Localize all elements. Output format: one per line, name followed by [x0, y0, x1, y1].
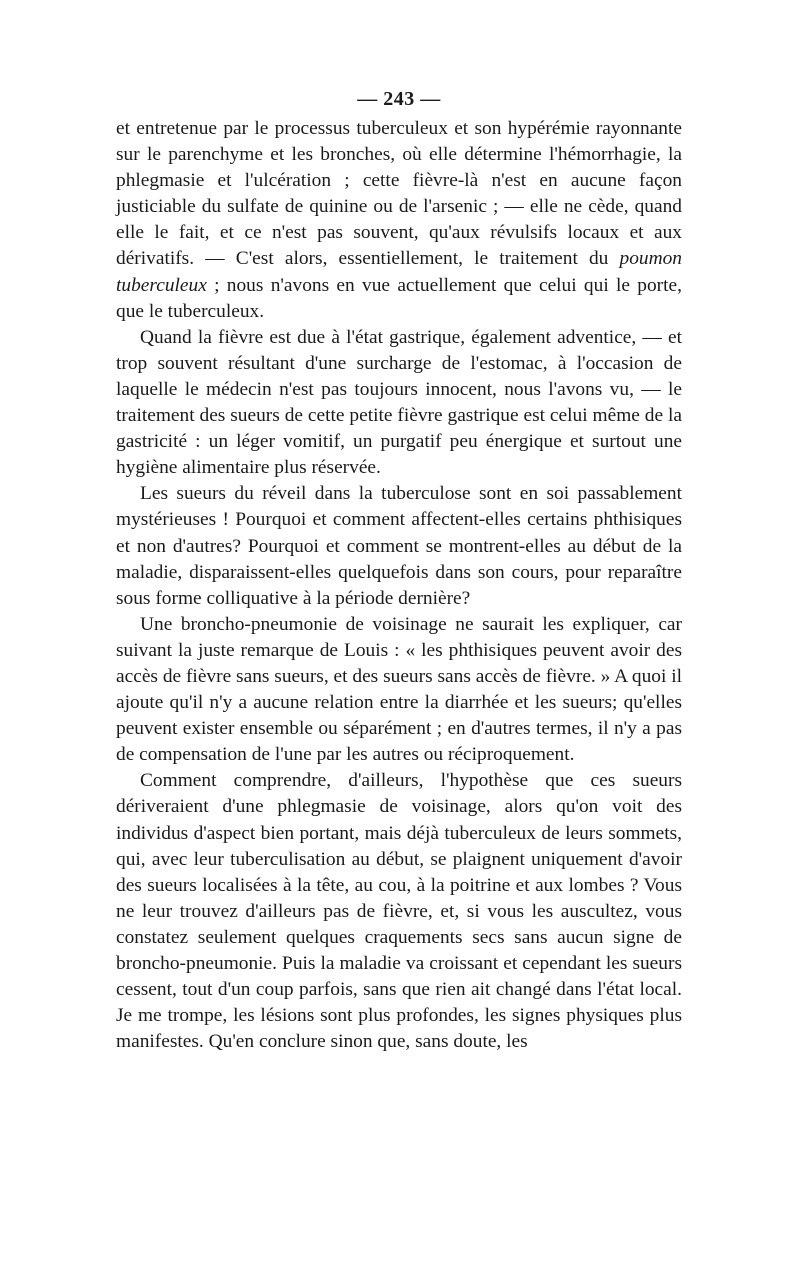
page-number: — 243 — [357, 88, 441, 110]
paragraph-3 [116, 481, 682, 611]
paragraph-1 [116, 116, 682, 325]
paragraph-5 [116, 768, 682, 1055]
paragraph-2 [116, 325, 682, 482]
paragraph-4 [116, 612, 682, 769]
italic-term: poumon tuberculeux [116, 248, 682, 296]
paragraph-text: Une broncho-pneumonie de voisinage ne saurait les expliquer, car suivant la juste remarque de Louis : « les phthisiques peuvent avoir des accès de fièvre sans sueurs, et des sueurs sans accès de fièvre. » A quoi il ajoute qu'il n'y a aucune relation entre la diarrhée et les sueurs; qu'elles peuvent exister ensemble ou séparément ; en d'autres termes, il n'y a pas de compensation de l'une par les autres ou réciproquement. [116, 613, 682, 766]
book-page [116, 86, 682, 1055]
paragraph-text: et entretenue par le processus tuberculeux et son hypérémie rayonnante sur le parenchyme et les bronches, où elle détermine l'hémorrhagie, la phlegmasie et l'ulcération ; cette fièvre-là n'est en aucune façon justiciable du sulfate de quinine ou de l'arsenic ; — elle ne cède, quand elle le fait, et ce n'est pas souvent, qu'aux révulsifs locaux et aux dérivatifs. — C'est alors, essentiellement, le traitement du [116, 118, 682, 270]
paragraph-text: Quand la fièvre est due à l'état gastrique, également adventice, — et trop souvent résultant d'une surcharge de l'estomac, à l'occasion de laquelle le médecin n'est pas toujours innocent, nous l'avons vu, — le traitement des sueurs de cette petite fièvre gastrique est celui même de la gastricité : un léger vomitif, un purgatif peu énergique et surtout une hygiène alimentaire plus réservée. [116, 326, 682, 479]
paragraph-text: Les sueurs du réveil dans la tuberculose sont en soi passablement mystérieuses ! Pourquoi et comment affectent-elles certains phthisiques et non d'autres? Pourquoi et comment se montrent-elles au début de la maladie, disparaissent-elles quelquefois dans son cours, pour reparaître sous forme colliquative à la période dernière? [116, 483, 682, 609]
paragraph-text: Comment comprendre, d'ailleurs, l'hypothèse que ces sueurs dériveraient d'une phlegmasie de voisinage, alors qu'on voit des individus d'aspect bien portant, mais déjà tuberculeux de leurs sommets, qui, avec leur tuberculisation au début, se plaignent uniquement d'avoir des sueurs localisées à la tête, au cou, à la poitrine et aux lombes ? Vous ne leur trouvez d'ailleurs pas de fièvre, et, si vous les auscultez, vous constatez seulement quelques craquements secs sans aucun signe de broncho-pneumonie. Puis la maladie va croissant et cependant les sueurs cessent, tout d'un coup parfois, sans que rien ait changé dans l'état local. Je me trompe, les lésions sont plus profondes, les signes physiques plus manifestes. Qu'en conclure sinon que, sans doute, les [116, 770, 682, 1053]
paragraph-text: ; nous n'avons en vue actuellement que celui qui le porte, que le tuberculeux. [116, 274, 682, 322]
